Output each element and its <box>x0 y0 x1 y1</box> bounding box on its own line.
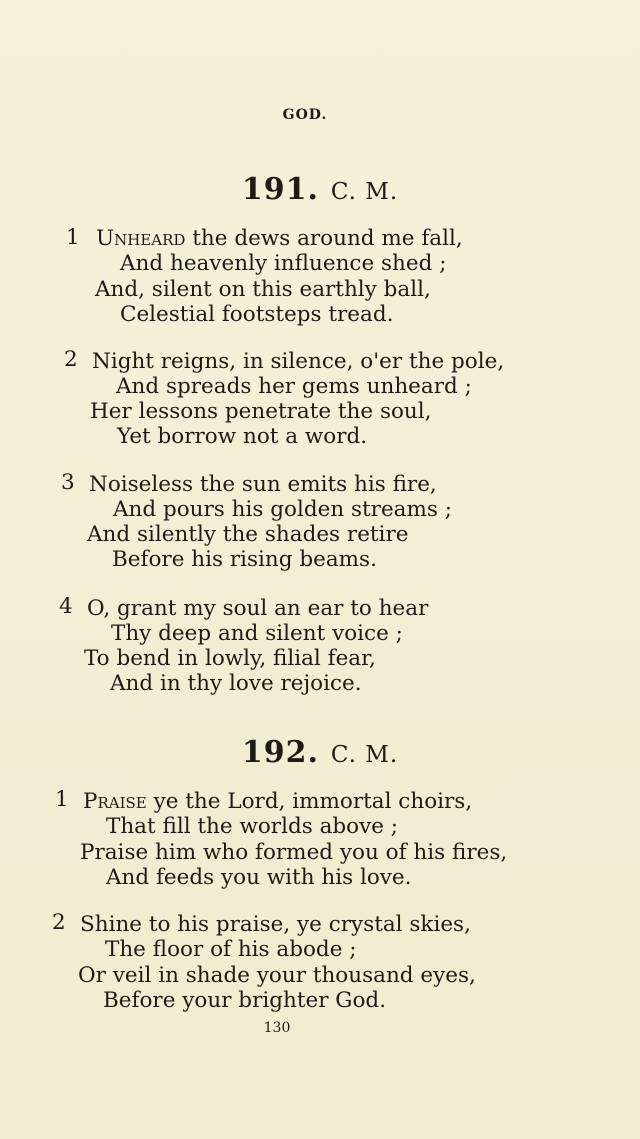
verse-line: The floor of his abode ; <box>105 937 357 962</box>
verse-line <box>83 791 472 813</box>
verse-line: Noiseless the sun emits his fire, <box>89 472 437 497</box>
verse-line-text: ye the Lord, immortal choirs, <box>146 789 473 814</box>
stanza-number: 3 <box>61 470 75 495</box>
hymn-meter: C. M. <box>330 742 399 768</box>
hymn-heading <box>0 172 640 207</box>
verse-line: Night reigns, in silence, o'er the pole, <box>92 349 505 374</box>
verse-line: And in thy love rejoice. <box>110 671 362 696</box>
verse-line: Or veil in shade your thousand eyes, <box>78 963 476 988</box>
stanza-number: 2 <box>64 347 78 372</box>
verse-line: Praise him who formed you of his fires, <box>80 840 508 865</box>
verse-line: Shine to his praise, ye crystal skies, <box>80 912 471 937</box>
stanza-number: 2 <box>52 910 66 935</box>
verse-line: And, silent on this earthly ball, <box>95 277 431 302</box>
verse-line: O, grant my soul an ear to hear <box>87 596 429 621</box>
verse-line: And feeds you with his love. <box>106 865 412 890</box>
verse-first-word: Unheard <box>96 226 186 251</box>
stanza-number: 4 <box>59 594 73 619</box>
verse-line: And silently the shades retire <box>87 522 409 547</box>
hymn-meter: C. M. <box>330 179 399 205</box>
verse-first-word: Praise <box>83 789 147 814</box>
stanza-number: 1 <box>66 225 80 250</box>
verse-line: That fill the worlds above ; <box>106 814 399 839</box>
verse-line: And heavenly influence shed ; <box>120 251 447 276</box>
hymn-number: 191. <box>241 172 319 207</box>
verse-line <box>96 228 463 250</box>
verse-line: Her lessons penetrate the soul, <box>90 399 432 424</box>
verse-line: Thy deep and silent voice ; <box>111 621 403 646</box>
verse-line: Before his rising beams. <box>112 547 377 572</box>
verse-line: To bend in lowly, filial fear, <box>84 646 376 671</box>
verse-line: Before your brighter God. <box>103 988 387 1013</box>
stanza-number: 1 <box>55 787 69 812</box>
page-number: 130 <box>263 1020 291 1036</box>
hymn-heading <box>0 735 640 770</box>
hymn-number: 192. <box>241 735 319 770</box>
verse-line: And spreads her gems unheard ; <box>116 374 472 399</box>
running-head: GOD. <box>282 107 328 123</box>
verse-line-text: the dews around me fall, <box>185 226 463 251</box>
verse-line: Celestial footsteps tread. <box>120 302 394 327</box>
verse-line: Yet borrow not a word. <box>117 424 368 449</box>
verse-line: And pours his golden streams ; <box>113 497 453 522</box>
